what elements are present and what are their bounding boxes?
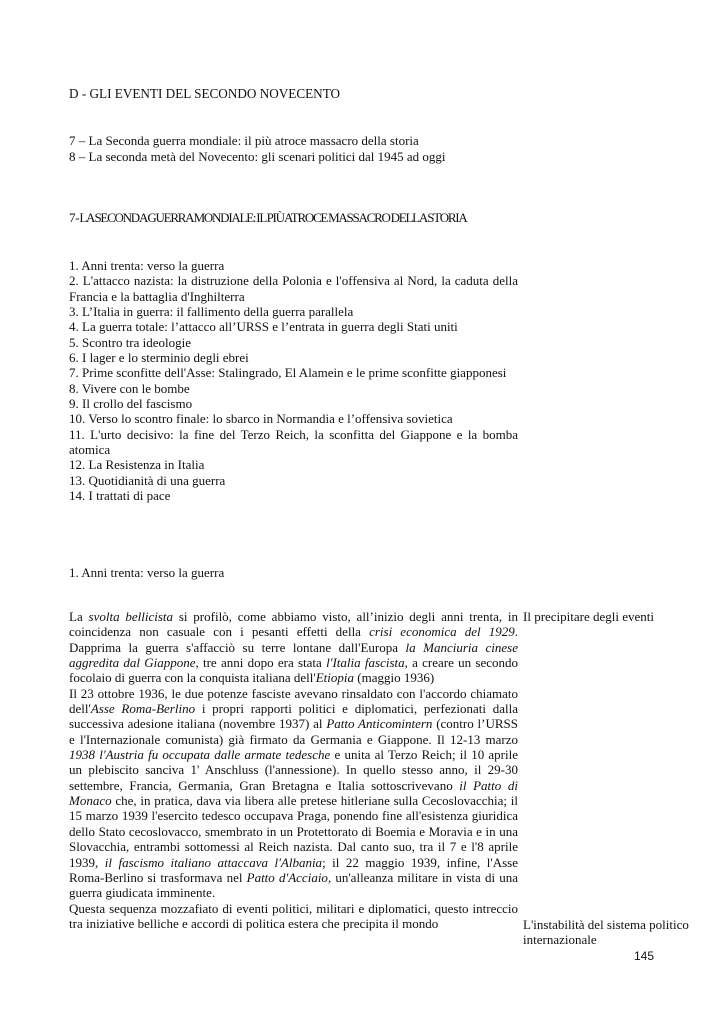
chapter-heading: 7 - LA SECONDA GUERRA MONDIALE: IL PIÙ ATROCE MASSACRO DELLA STORIA [69, 210, 467, 225]
section-heading: D - GLI EVENTI DEL SECONDO NOVECENTO [69, 86, 341, 101]
text-run: i propri rapporti politici e diplomatici, perfezionati dalla successiva adesione italiana (novembre 1937) al [69, 701, 518, 732]
text-run: che, in pratica, dava via libera alle pretese hitleriane sulla Cecoslovacchia; il 15 marzo 1939 l'esercito tedesco occupava Praga, ponendo fine all'esistenza giuridica dello Stato cecoslovacco, smembrato in un Protettorato di Boemia e Moravia e in una Slovacchia, entrambi sottomessi al Reich nazista. Dal canto suo, tra il 7 e l'8 aprile 1939, [69, 793, 518, 870]
margin-note: L'instabilità del sistema politico internazionale [523, 917, 689, 948]
outline-item: 1. Anni trenta: verso la guerra [69, 258, 225, 273]
page-number: 145 [634, 949, 655, 963]
italic-text: Etiopia [315, 670, 355, 686]
outline-item: 13. Quotidianità di una guerra [69, 472, 226, 488]
text-run: . Dapprima la guerra s'affacciò su terre lontane dall'Europa [69, 624, 518, 655]
italic-text: il Patto di Monaco [69, 777, 518, 809]
text-run: ; il 22 maggio 1939, infine, l'Asse Roma-Berlino si trasformava nel [69, 854, 518, 885]
body-paragraph [69, 609, 518, 686]
outline-item: 6. I lager e lo sterminio degli ebrei [69, 350, 249, 366]
italic-text: 1938 l'Austria fu occupata dalle armate tedesche [69, 747, 331, 763]
chapter-outline [69, 258, 518, 504]
outline-item: 8. Vivere con le bombe [69, 380, 190, 396]
italic-text: il fascismo italiano attaccava l'Albania [104, 854, 323, 870]
paragraph-subheading: 1. Anni trenta: verso la guerra [69, 565, 225, 580]
outline-item: 5. Scontro tra ideologie [69, 334, 192, 350]
toc-item: 8 – La seconda metà del Novecento: gli scenari politici dal 1945 ad oggi [69, 149, 446, 164]
outline-item: 11. L'urto decisivo: la fine del Terzo Reich, la sconfitta del Giappone e la bomba atomica [69, 426, 518, 458]
outline-item: 12. La Resistenza in Italia [69, 457, 205, 473]
italic-text: Asse Roma-Berlino [90, 701, 196, 717]
italic-text: Patto Anticomintern [326, 716, 433, 732]
text-run: Questa sequenza mozzafiato di eventi politici, militari e diplomatici, questo intreccio tra iniziative belliche e accordi di politica estera che precipita il mondo [69, 900, 518, 931]
outline-item: 14. I trattati di pace [69, 488, 171, 504]
text-run: La [69, 609, 89, 624]
italic-text: svolta bellicista [88, 609, 174, 624]
italic-text: la Manciuria cinese aggredita dal Giappone [69, 639, 518, 671]
text-run: (maggio 1936) [354, 670, 435, 686]
body-paragraph [69, 686, 518, 901]
body-text [69, 609, 518, 931]
outline-item: 10. Verso lo scontro finale: lo sbarco in Normandia e l’offensiva sovietica [69, 411, 453, 427]
outline-item: 7. Prime sconfitte dell'Asse: Stalingrado, El Alamein e le prime sconfitte giapponesi [69, 365, 507, 381]
text-run: (contro l’URSS e l'Internazionale comunista) già firmato da Germania e Giappone. Il 12-13 marzo [69, 716, 518, 747]
margin-note: Il precipitare degli eventi [523, 609, 655, 624]
body-paragraph [69, 901, 518, 932]
italic-text: Patto d'Acciaio [246, 869, 328, 885]
text-run: , un'alleanza militare in vista di una guerra giudicata imminente. [69, 869, 518, 901]
italic-text: crisi economica del 1929 [369, 624, 515, 640]
text-run: , a creare un secondo focolaio di guerra con la conquista italiana dell' [69, 655, 519, 686]
outline-item: 3. L’Italia in guerra: il fallimento della guerra parallela [69, 304, 354, 320]
text-run: , tre anni dopo era stata [195, 655, 327, 671]
text-run: Il 23 ottobre 1936, le due potenze fasciste avevano rinsaldato con l'accordo chiamato dell' [69, 685, 518, 717]
text-run: si profilò, come abbiamo visto, all’inizio degli anni trenta, in coincidenza non casuale con i pesanti effetti della [69, 609, 518, 640]
outline-item: 2. L'attacco nazista: la distruzione della Polonia e l'offensiva al Nord, la caduta della Francia e la battaglia d'Inghilterra [69, 273, 518, 304]
italic-text: l'Italia fascista [326, 655, 405, 671]
outline-item: 4. La guerra totale: l’attacco all’URSS e l’entrata in guerra degli Stati uniti [69, 319, 458, 335]
outline-item: 9. Il crollo del fascismo [69, 396, 193, 412]
toc-item: 7 – La Seconda guerra mondiale: il più atroce massacro della storia [69, 133, 419, 148]
text-run: e unita al Terzo Reich; il 10 aprile un plebiscito sanciva 1' Anschluss (l'annessione). In quello stesso anno, il 29-30 settembre, Francia, Germania, Gran Bretagna e Italia sottoscrivevano [69, 747, 518, 793]
